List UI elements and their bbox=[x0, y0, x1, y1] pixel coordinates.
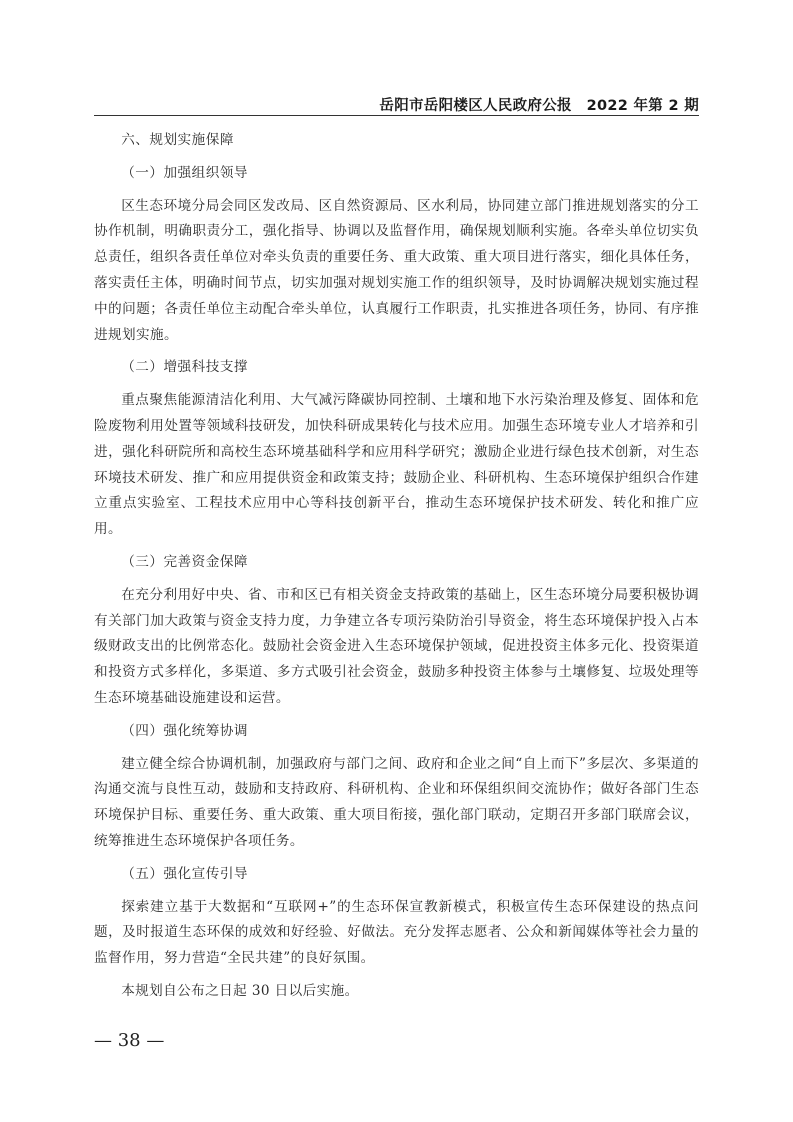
subsection-title: （五）强化宣传引导 bbox=[121, 865, 249, 882]
subsection-paragraph: 在充分利用好中央、省、市和区已有相关资金支持政策的基础上，区生态环境分局要积极协调有关部门加大政策与资金支持力度，力争建立各专项污染防治引导资金，将生态环境保护投入占本级财政支出的比例常态化。鼓励社会资金进入生态环境保护领域，促进投资主体多元化、投资渠道和投资方式多样化，多渠道、多方式吸引社会资金，鼓励多种投资主体参与土壤修复、垃圾处理等生态环境基础设施建设和运营。 bbox=[94, 586, 699, 706]
subsection-paragraph: 区生态环境分局会同区发改局、区自然资源局、区水利局，协同建立部门推进规划落实的分工协作机制，明确职责分工，强化指导、协调以及监督作用，确保规划顺利实施。各牵头单位切实负总责任，组织各责任单位对牵头负责的重要任务、重大政策、重大项目进行落实，细化具体任务，落实责任主体，明确时间节点，切实加强对规划实施工作的组织领导，及时协调解决规划实施过程中的问题；各责任单位主动配合牵头单位，认真履行工作职责，扎实推进各项任务，协同、有序推进规划实施。 bbox=[94, 197, 699, 343]
subsection-title: （一）加强组织领导 bbox=[121, 164, 249, 181]
closing-statement: 本规划自公布之日起 30 日以后实施。 bbox=[121, 982, 359, 999]
subsection-title: （二）增强科技支撑 bbox=[121, 359, 249, 376]
document-body bbox=[94, 128, 699, 1005]
subsection-paragraph: 建立健全综合协调机制，加强政府与部门之间、政府和企业之间“自上而下”多层次、多渠道的沟通交流与良性互动，鼓励和支持政府、科研机构、企业和环保组织间交流协作；做好各部门生态环境保护目标、重要任务、重大政策、重大项目衔接，强化部门联动，定期召开多部门联席会议，统筹推进生态环境保护各项任务。 bbox=[94, 755, 699, 849]
subsection-paragraph: 探索建立基于大数据和“互联网+”的生态环保宣教新模式，积极宣传生态环保建设的热点问题，及时报道生态环保的成效和好经验、好做法。充分发挥志愿者、公众和新闻媒体等社会力量的监督作用，努力营造“全民共建”的良好氛围。 bbox=[94, 898, 699, 967]
section-title: 六、规划实施保障 bbox=[121, 132, 234, 148]
page-header bbox=[94, 94, 699, 114]
bulletin-title: 岳阳市岳阳楼区人民政府公报 2022 年第 2 期 bbox=[379, 98, 699, 114]
header-divider bbox=[94, 115, 699, 116]
subsection-title: （四）强化统筹协调 bbox=[121, 722, 249, 739]
subsection-paragraph: 重点聚焦能源清洁化利用、大气减污降碳协同控制、土壤和地下水污染治理及修复、固体和危险废物利用处置等领域科技研发，加快科研成果转化与技术应用。加强生态环境专业人才培养和引进，强化科研院所和高校生态环境基础科学和应用科学研究；激励企业进行绿色技术创新，对生态环境技术研发、推广和应用提供资金和政策支持；鼓励企业、科研机构、生态环境保护组织合作建立重点实验室、工程技术应用中心等科技创新平台，推动生态环境保护技术研发、转化和推广应用。 bbox=[94, 392, 699, 538]
subsection-title: （三）完善资金保障 bbox=[121, 553, 249, 570]
page-number: — 38 — bbox=[94, 1030, 165, 1051]
